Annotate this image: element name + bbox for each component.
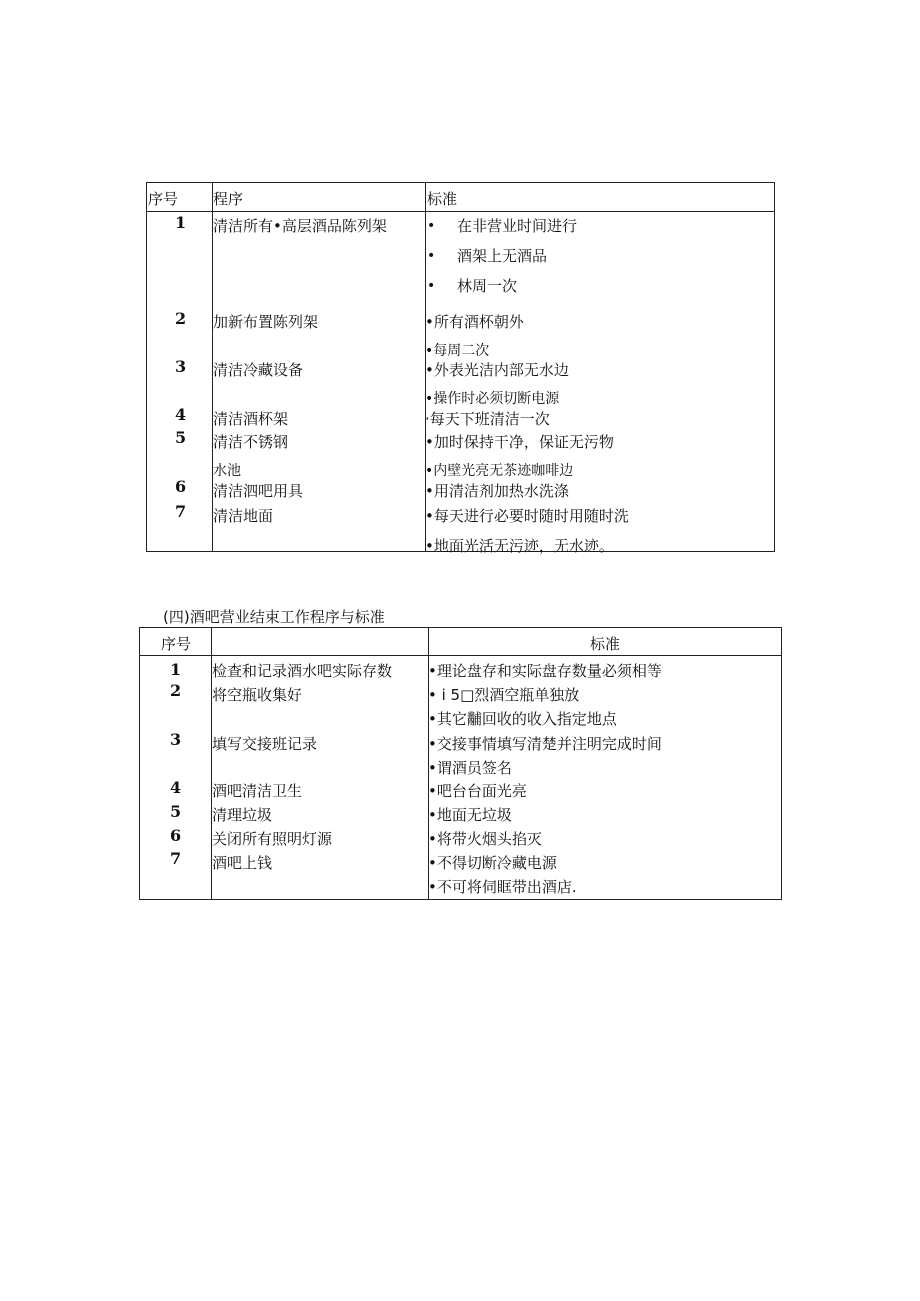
standard-text: •谓酒员签名: [428, 759, 512, 777]
procedure-text: 检查和记录酒水吧实际存数: [212, 662, 393, 680]
standard-text: •加时保持干净，保证无污物: [425, 433, 614, 451]
procedure-text: 将空瓶收集好: [212, 686, 303, 704]
standard-text: •外表光洁内部无水边: [425, 361, 569, 379]
header-divider: [140, 655, 781, 656]
procedure-text: 清理垃圾: [212, 806, 273, 824]
header-standard: 标准: [427, 190, 458, 208]
standard-text: •理论盘存和实际盘存数量必须相等: [428, 662, 662, 680]
row-number: 4: [170, 778, 182, 797]
row-number: 1: [175, 213, 187, 232]
procedure-text: 酒吧上钱: [212, 854, 273, 872]
standard-text: •操作时必须切断电源: [425, 391, 560, 407]
procedure-text: 酒吧清洁卫生: [212, 782, 303, 800]
row-number: 6: [170, 826, 182, 845]
standard-text: • i 5□烈酒空瓶单独放: [428, 686, 580, 704]
section-title: (四)酒吧营业结束工作程序与标准: [163, 608, 385, 626]
row-number: 3: [175, 357, 187, 376]
bullet-icon: •: [427, 278, 436, 294]
procedure-text: 加新布置陈列架: [213, 313, 319, 331]
row-number: 1: [170, 660, 182, 679]
row-number: 3: [170, 730, 182, 749]
standard-text: •每周二次: [425, 343, 490, 359]
procedure-text: 关闭所有照明灯源: [212, 830, 333, 848]
header-serial: 序号: [161, 635, 192, 653]
procedure-text: 清洁泗吧用具: [213, 482, 304, 500]
standard-text: 林周一次: [457, 277, 518, 295]
bullet-icon: •: [427, 218, 436, 234]
row-number: 4: [175, 405, 187, 424]
procedure-text: 水池: [213, 463, 241, 479]
procedure-table-1: [146, 182, 775, 555]
standard-text: •地面无垃圾: [428, 806, 512, 824]
header-serial: 序号: [148, 190, 179, 208]
standard-text: •地面光活无污迹，无水迹。: [425, 537, 614, 555]
procedure-text: 清洁地面: [213, 507, 274, 525]
procedure-text: 清洁冷藏设备: [213, 361, 304, 379]
standard-text: •将带火烟头掐灭: [428, 830, 542, 848]
standard-text: •吧台台面光亮: [428, 782, 527, 800]
row-number: 2: [170, 681, 182, 700]
standard-text: 在非营业时间进行: [457, 217, 578, 235]
procedure-text: 清洁不锈钢: [213, 433, 289, 451]
procedure-text: 填写交接班记录: [212, 735, 318, 753]
row-number: 7: [170, 849, 182, 868]
standard-text: 酒架上无酒品: [457, 247, 548, 265]
row-number: 5: [170, 802, 182, 821]
standard-text: •不可将伺眶带出酒店.: [428, 878, 577, 896]
row-number: 2: [175, 309, 187, 328]
row-number: 7: [175, 502, 187, 521]
header-standard: 标准: [590, 635, 621, 653]
standard-text: •交接事情填写清楚并注明完成时间: [428, 735, 662, 753]
header-procedure: 程序: [213, 190, 244, 208]
standard-text: •用清洁剂加热水洗涤: [425, 482, 569, 500]
standard-text: •内壁光亮无茶迹咖啡边: [425, 463, 574, 479]
row-number: 5: [175, 428, 187, 447]
standard-text: •不得切断冷藏电源: [428, 854, 557, 872]
procedure-table-2: [139, 627, 782, 900]
header-divider: [147, 211, 774, 212]
standard-text: •所有酒杯朝外: [425, 313, 524, 331]
standard-text: •其它黼回收的收入指定地点: [428, 710, 617, 728]
procedure-text: 清洁酒杯架: [213, 410, 289, 428]
row-number: 6: [175, 477, 187, 496]
bullet-icon: •: [427, 248, 436, 264]
standard-text: •每天进行必要时随时用随时洗: [425, 507, 629, 525]
procedure-text: 清洁所有•高层酒品陈列架: [213, 217, 387, 235]
standard-text: ·每天下班清洁一次: [425, 410, 550, 428]
